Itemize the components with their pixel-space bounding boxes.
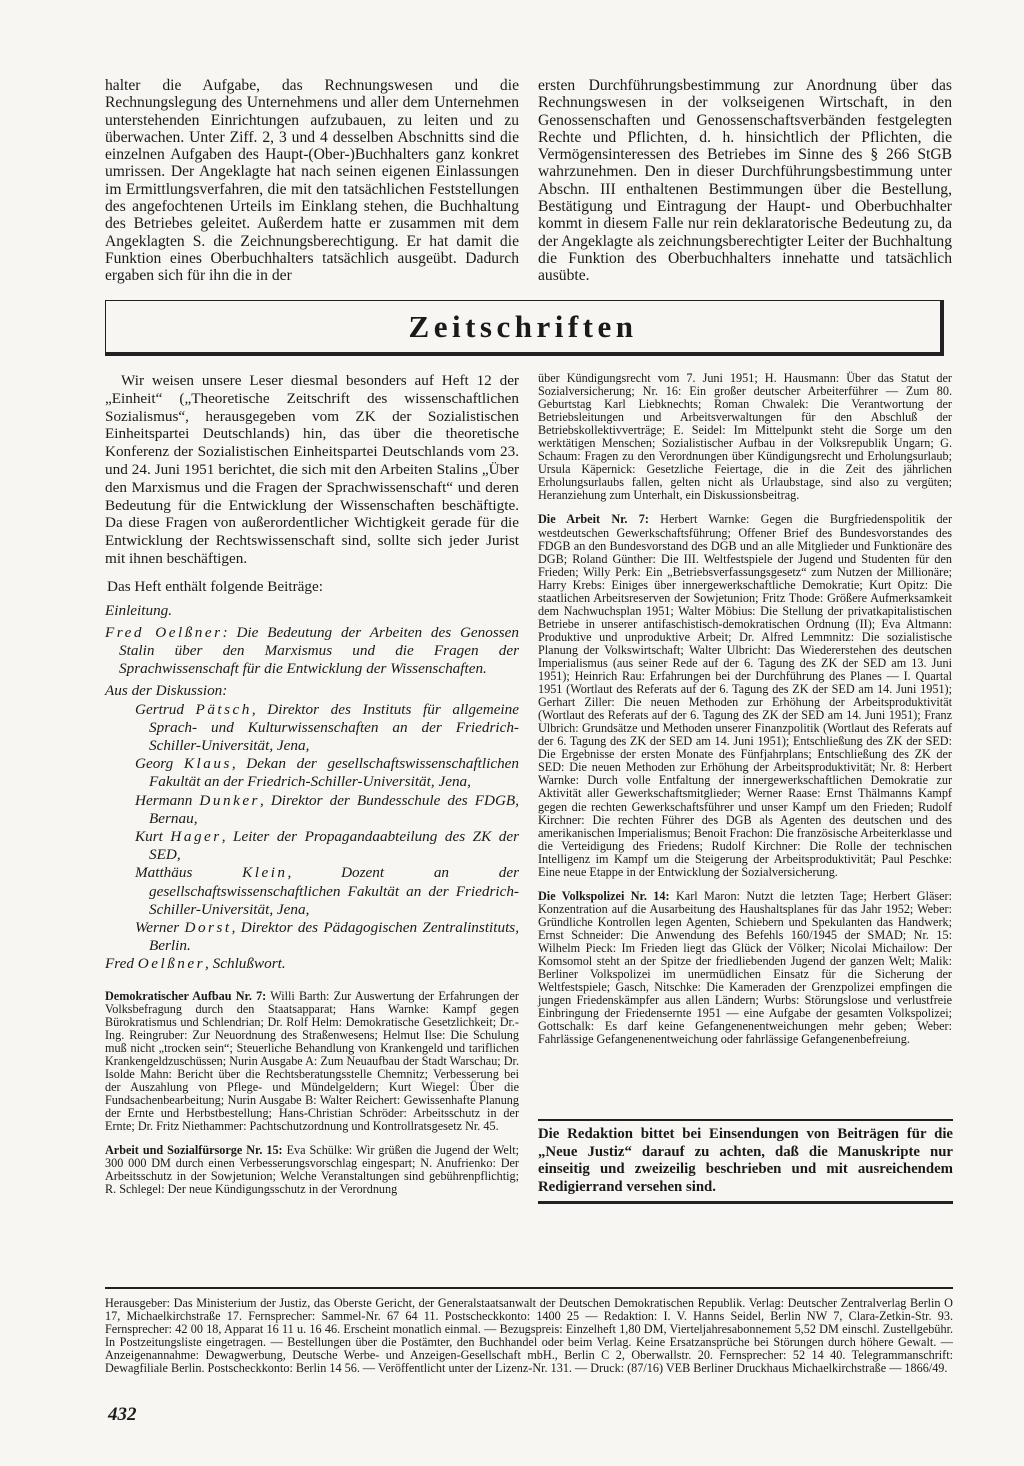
- discussant-entry: Georg Klaus, Dekan der gesellschaftswissenschaftlichen Fakultät an der Friedrich-Schiller-Universität, Jena,: [135, 755, 520, 791]
- discussant-entry: Kurt Hager, Leiter der Propagandaabteilung des ZK der SED,: [135, 828, 519, 864]
- imprint-text: Herausgeber: Das Ministerium der Justiz, das Oberste Gericht, der Generalstaatsanwalt der Deutschen Demokratischen Republik. Verlag: Deutscher Zentralverlag Berlin O 17, Michaelkirchstraße 17. Fernsprecher: Sammel-Nr. 67 64 11. Postscheckkonto: 1400 25 — Redaktion: I. V. Hanns Seidel, Berlin NW 7, Clara-Zetkin-Str. 93. Fernsprecher: 42 00 18, Apparat 16 11 u. 16 46. Erscheint monatlich einmal. — Bezugspreis: Einzelheft 1,80 DM, Vierteljahresabonnement 5,52 DM einschl. Zustellgebühr. In Postzeitungsliste eingetragen. — Bestellungen über die Postämter, den Buchhandel oder beim Verlag. Keine Ersatzansprüche bei Störungen durch höhere Gewalt. — Anzeigenannahme: Dewagwerbung, Deutsche Werbe- und Anzeigen-Gesellschaft mbH., Berlin C 2, Oberwallstr. 20. Fernsprecher: 52 14 40. Telegrammanschrift: Dewagfiliale Berlin. Postscheckkonto: Berlin 14 56. — Veröffentlicht unter der Lizenz-Nr. 131. — Druck: (87/16) VEB Berliner Druckhaus Michaelkirchstraße — 1866/49.: [105, 1296, 953, 1376]
- journal-list-left: [105, 990, 519, 1197]
- journal-entry-die-arbeit: Die Arbeit Nr. 7: Herbert Warnke: Gegen die Burgfriedenspolitik der westdeutschen Gewerkschaftsführung; Offener Brief des Bundesvorstandes des FDGB an den Bundesvorstand des DGB und an alle Mitglieder und Funktionäre des DGB; Roland Günther: Die III. Weltfestspiele der Jugend und Studenten für den Frieden; Willy Perk: Ein „Betriebsverfassungsgesetz“ zum Nutzen der Millionäre; Harry Krebs: Einiges über innergewerkschaftliche Demokratie; Kurt Opitz: Die staatlichen Arbeitsreserven der Sowjetunion; Fritz Thode: Größere Aufmerksamkeit dem Nachwuchsplan 1951; Walter Möbius: Die Stellung der privatkapitalistischen Betriebe in unserer antifaschistisch-demokratischen Ordnung (II); Eva Altmann: Produktive und unproduktive Arbeit; Dr. Alfred Lemmnitz: Die sozialistische Planung der Volkswirtschaft; Walter Ulbricht: Das Wiedererstehen des deutschen Imperialismus (aus seiner Rede auf der 6. Tagung des ZK der SED am 13. Juni 1951); Heinrich Rau: Erfahrungen bei der Durchführung des Planes — I. Quartal 1951 (Wortlaut des Referats auf der 6. Tagung des ZK der SED am 14. Juni 1951); Gerhart Ziller: Die neuen Methoden zur Erhöhung der Arbeitsproduktivität (Wortlaut des Referats auf der 6. Tagung des ZK der SED am 14. Juni 1951); Franz Ulbrich: Grundsätze und Methoden unserer Finanzpolitik (Wortlaut des Referats auf der 6. Tagung des ZK der SED am 14. Juni 1951); Entschließung des ZK der SED: Die Ergebnisse der ersten Monate des Fünfjahrplans; Entschließung des ZK der SED: Die neuen Methoden zur Erhöhung der Arbeitsproduktivität; Nr. 8: Herbert Warnke: Durch volle Entfaltung der innergewerkschaftlichen Demokratie zur Aktivität aller Gewerkschaftsmitglieder; Werner Raase: Ernst Thälmanns Kampf gegen die rechten Gewerkschaftsführer und unser Kampf um den Frieden; Rudolf Kirchner: Die rechten Führer des DGB als Agenten des deutschen und des amerikanischen Imperialismus; Benoit Frachon: Die französische Arbeiterklasse und die Verteidigung des Friedens; Rudolf Kirchner: Die Rolle der technischen Intelligenz im Kampf um die Steigerung der Arbeitsproduktivität; Paul Peschke: Eine neue Etappe in der Entwicklung der Sozialversicherung.: [538, 512, 953, 879]
- top-right-column: [538, 77, 952, 285]
- section-banner: [105, 300, 944, 356]
- editorial-notice: Die Redaktion bittet bei Einsendungen von Beiträgen für die „Neue Justiz“ darauf zu achten, daß die Manuskripte nur einseitig und zweizeilig beschrieben und mit ausreichendem Redigierrand versehen sind.: [538, 1126, 953, 1195]
- author-name: Fred Oelßner: [105, 623, 223, 641]
- journal-entry-demokratischer-aufbau: Demokratischer Aufbau Nr. 7: Willi Barth: Zur Auswertung der Erfahrungen der Volksbefragung durch den Staatsapparat; Hans Warnke: Kampf gegen Bürokratismus und Schlendrian; Dr. Rolf Helm: Demokratische Gesetzlichkeit; Dr.-Ing. Reingruber: Zur Neuordnung des Straßenwesens; Helmut Ilse: Die Schulung muß nicht „trocken sein“; Steuerliche Behandlung von Krankengeld und tariflichen Krankengeldzuschüssen; Nurin Ausgabe A: Zum Neuaufbau der Stadt Warschau; Dr. Isolde Mahn: Bericht über die Rechtsberatungsstelle Chemnitz; Verbesserung bei der Auszahlung von Pflege- und Mündelgeldern; Kurt Wiegel: Über die Fundsachenbearbeitung; Nurin Ausgabe B: Walter Reichert: Gewissenhafte Planung der Ernte und Herbstbestellung; Hans-Christian Schröder: Arbeitsschutz in der Ernte; Dr. Fritz Niethammer: Pachtschutzordnung und Kontrollratsgesetz Nr. 45.: [105, 988, 519, 1134]
- journal-entry-arbeit-sozialfuersorge: Arbeit und Sozialfürsorge Nr. 15: Eva Schülke: Wir grüßen die Jugend der Welt; 300 000 DM durch einen Verbesserungsvorschlag eingespart; N. Anufrienko: Der Arbeitsschutz in der Sowjetunion; Welche Veranstaltungen sind gebührenpflichtig; R. Schlegel: Der neue Kündigungsschutz in der Verordnung: [105, 1143, 519, 1197]
- notice-bottom-rule: [538, 1201, 953, 1204]
- imprint: [105, 1297, 953, 1376]
- page-number: 432: [108, 1404, 137, 1425]
- discussant-list: [105, 701, 519, 956]
- discussant-entry: Gertrud Pätsch, Direktor des Instituts für allgemeine Sprach- und Kulturwissenschaften an der Friedrich-Schiller-Universität, Jena,: [135, 700, 519, 754]
- notice-top-rule: [538, 1119, 953, 1121]
- diskussion-label: Aus der Diskussion:: [105, 682, 228, 700]
- contents-list: [105, 602, 519, 974]
- discussant-entry: Hermann Dunker, Direktor der Bundesschule des FDGB, Bernau,: [135, 791, 520, 827]
- left-column: [105, 372, 519, 1207]
- section-title: Zeitschriften: [408, 309, 638, 344]
- discussant-entry: Matthäus Klein, Dozent an der gesellschaftswissenschaftlichen Fakultät an der Friedrich-Schiller-Universität, Jena,: [135, 864, 519, 918]
- journal-entry-volkspolizei: Die Volkspolizei Nr. 14: Karl Maron: Nutzt die letzten Tage; Herbert Gläser: Konzentration auf die Ausarbeitung des Haushaltsplanes für das Jahr 1952; Weber: Gründliche Kontrollen legen Agenten, Schiebern und Spekulanten das Handwerk; Ernst Schneider: Die Anwendung des Befehls 160/1945 der SMAD; Nr. 15: Wilhelm Pieck: Im Frieden liegt das Glück der Völker; Nicolai Michailow: Der Komsomol steht an der Spitze der friedliebenden Jugend der ganzen Welt; Malik: Berliner Volkspolizei im unermüdlichen Einsatz für die Sicherung der Weltfestspiele; Gasch, Nitschke: Die Kameraden der Grenzpolizei empfingen die jungen Friedenskämpfer aus allen Ländern; Wurbs: Störungslose und verlustfreie Einbringung der Friedensernte 1951 — eine Aufgabe der gesamten Volkspolizei; Gottschalk: Es darf keine Gefangenenentweichungen mehr geben; Weber: Fahrlässige Gefangenenentweichung oder fahrlässige Gefangenenbefreiung.: [538, 888, 952, 1047]
- intro-paragraph: [105, 372, 519, 568]
- discussant-entry: Werner Dorst, Direktor des Pädagogischen Zentralinstituts, Berlin.: [135, 919, 519, 955]
- top-left-column: [105, 77, 519, 285]
- top-left-text: halter die Aufgabe, das Rechnungswesen und die Rechnungslegung des Unternehmens und aller dem Unternehmen unterstehenden Einrichtungen aufzubauen, zu leiten und zu überwachen. Unter Ziff. 2, 3 und 4 desselben Abschnitts sind die einzelnen Aufgaben des Haupt-(Ober-)Buchhalters ganz konkret umrissen. Der Angeklagte hat nach seinen eigenen Einlassungen im Ermittlungsverfahren, die mit den tatsächlichen Feststellungen des angefochtenen Urteils im Einklang stehen, die Buchhaltung des Betriebes geleitet. Außerdem hatte er zusammen mit dem Angeklagten S. die Zeichnungsberechtigung. Er hat damit die Funktion eines Oberbuchhalters tatsächlich ausgeübt. Dadurch ergaben sich für ihn die in der: [105, 77, 519, 285]
- oelssner-entry: [105, 624, 519, 679]
- right-column: [538, 372, 952, 1057]
- journal-entry-continuation: über Kündigungsrecht vom 7. Juni 1951; H. Hausmann: Über das Statut der Sozialversicherung; Nr. 16: Ein großer deutscher Arbeiterführer — Zum 80. Geburtstag Karl Liebknechts; Roman Chwalek: Die Verantwortung der Betriebsleitungen und Arbeitsverwaltungen für den Abschluß der Betriebskollektivverträge; E. Seidel: Im Mittelpunkt steht die Sorge um den werktätigen Menschen; Sozialistischer Aufbau in der Volksrepublik Ungarn; G. Schaum: Fragen zu den Verordnungen über Kündigungsrecht und Erholungsurlaub; Ursula Käpernick: Gesetzliche Feiertage, die in die Zeit des jährlichen Erholungsurlaubs fallen, gelten nicht als Urlaubstage, sind also zu vergüten; Heranziehung zum Unterhalt, ein Diskussionsbeitrag.: [538, 371, 952, 503]
- contents-label: Das Heft enthält folgende Beiträge:: [107, 577, 323, 595]
- entry-title: : Die Bedeutung der Arbeiten des Genossen Stalin über den Marxismus und die Fragen der Sprachwissenschaft für die Entwicklung der Wissenschaften.: [119, 623, 520, 678]
- schlusswort-entry: Fred Oelßner, Schlußwort.: [105, 955, 286, 973]
- einleitung: Einleitung.: [105, 601, 173, 619]
- top-right-text: ersten Durchführungsbestimmung zur Anordnung über das Rechnungswesen in der volkseigenen Wirtschaft, in den Genossenschaften und Genossenschaftsverbänden festgelegten Rechte und Pflichten, d. h. hinsichtlich der Pflichten, die Vermögensinteressen des Betriebes im Sinne des § 266 StGB wahrzunehmen. Den in dieser Durchführungsbestimmung unter Abschn. III enthaltenen Bestimmungen über die Bestellung, Bestätigung und Eintragung der Haupt- und Oberbuchhalter kommt in diesem Falle nur rein deklaratorische Bedeutung zu, da der Angeklagte als zeichnungsberechtigter Leiter der Buchhaltung die Funktion des Oberbuchhalters innehatte und tatsächlich ausübte.: [538, 77, 952, 285]
- imprint-rule: [105, 1287, 953, 1289]
- intro-text: Wir weisen unsere Leser diesmal besonders auf Heft 12 der „Einheit“ („Theoretische Zeitschrift des wissenschaftlichen Sozialismus“, herausgegeben vom ZK der Sozialistischen Einheitspartei Deutschlands) hin, das über die theoretische Konferenz der Sozialistischen Einheitspartei Deutschlands vom 23. und 24. Juni 1951 berichtet, die sich mit den Arbeiten Stalins „Über den Marxismus und die Fragen der Sprachwissenschaft“ und deren Bedeutung für die Entwicklung der Wissenschaften beschäftigte. Da diese Fragen von außerordentlicher Wichtigkeit gerade für die Entwicklung der Rechtswissenschaft sind, sollte sich jeder Jurist mit ihnen beschäftigen.: [105, 372, 519, 567]
